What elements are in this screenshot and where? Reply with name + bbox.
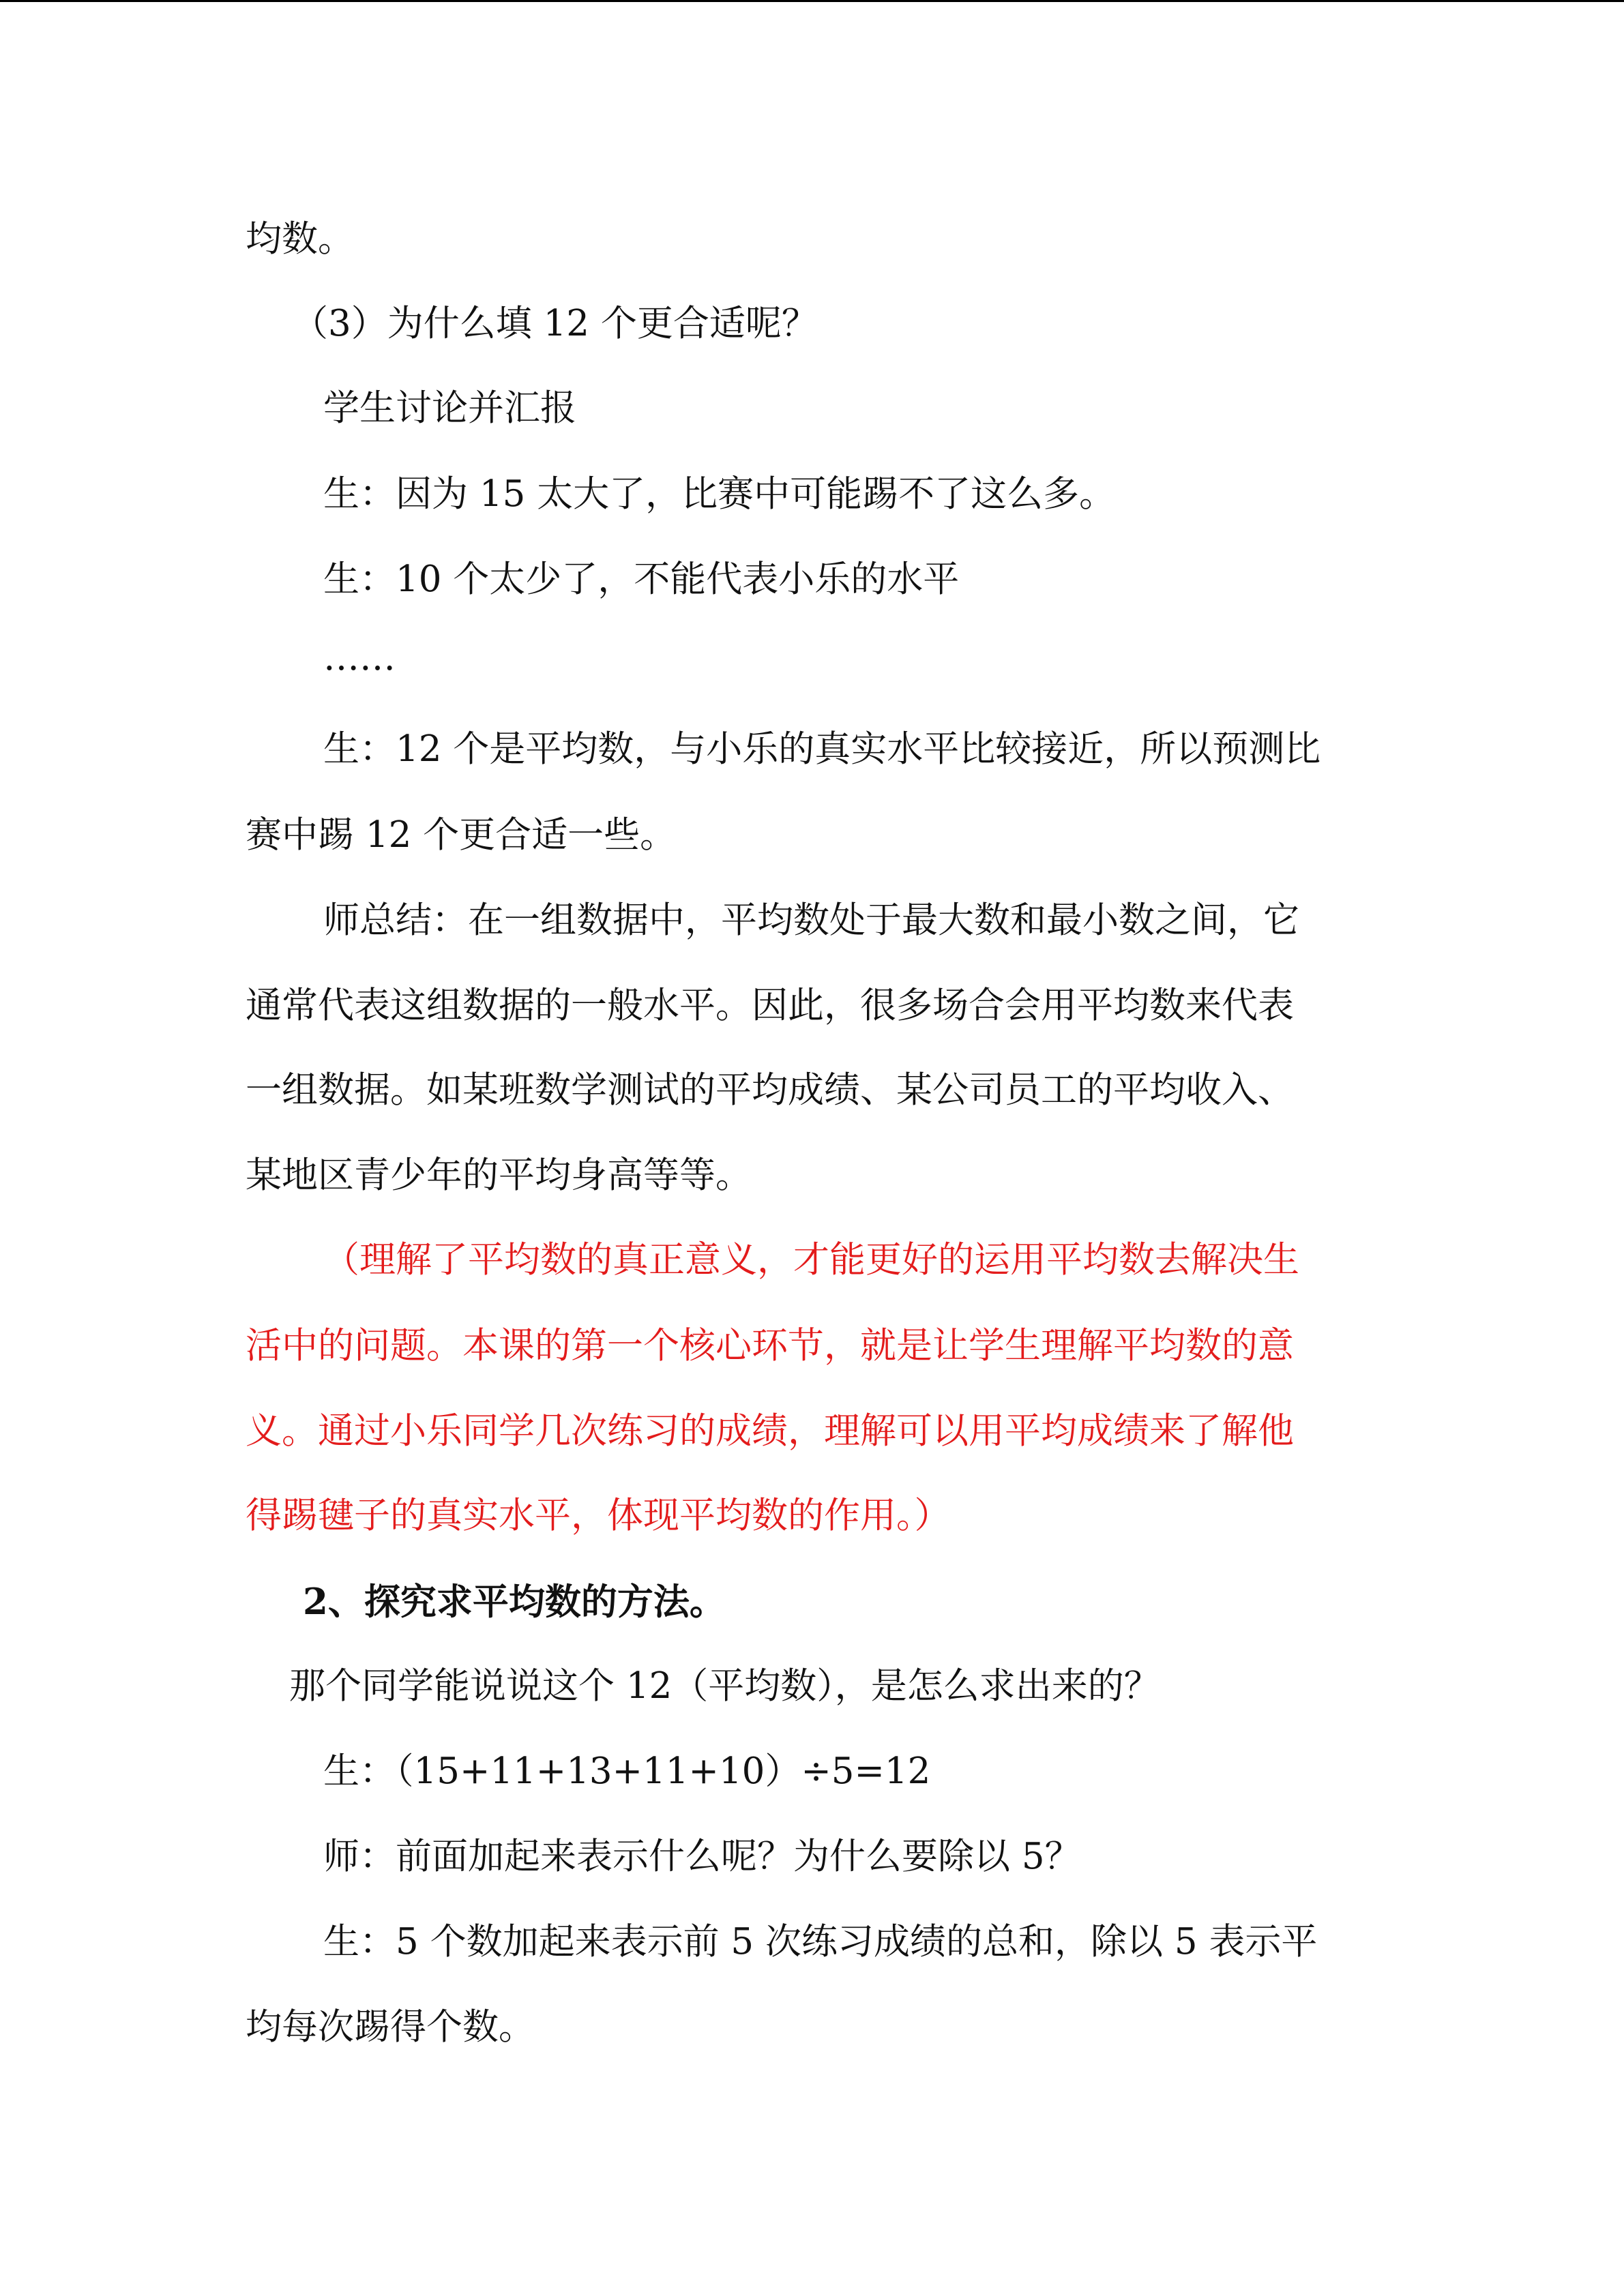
text-line: 生：12 个是平均数，与小乐的真实水平比较接近，所以预测比: [323, 728, 1321, 770]
text-line: 师：前面加起来表示什么呢？为什么要除以 5？: [323, 1836, 1081, 1877]
text-line: 师总结：在一组数据中，平均数处于最大数和最小数之间，它: [323, 899, 1299, 941]
text-line: 生：5 个数加起来表示前 5 次练习成绩的总和，除以 5 表示平: [323, 1921, 1318, 1963]
text-line: 赛中踢 12 个更合适一些。: [246, 814, 677, 856]
section-heading: 2、探究求平均数的方法。: [303, 1581, 726, 1623]
text-line: 生：10 个太少了，不能代表小乐的水平: [323, 558, 960, 600]
text-line: ……: [323, 637, 396, 679]
text-line: 一组数据。如某班数学测试的平均成绩、某公司员工的平均收入、: [246, 1069, 1294, 1111]
annotation-line: （理解了平均数的真正意义，才能更好的运用平均数去解决生: [323, 1239, 1299, 1281]
text-line: 均数。: [246, 218, 354, 260]
text-line: 生：（15+11+13+11+10）÷5=12: [323, 1750, 931, 1792]
annotation-line: 得踢毽子的真实水平，体现平均数的作用。）: [246, 1495, 951, 1536]
annotation-line: 活中的问题。本课的第一个核心环节，就是让学生理解平均数的意: [246, 1325, 1294, 1367]
annotation-line: 义。通过小乐同学几次练习的成绩，理解可以用平均成绩来了解他: [246, 1410, 1294, 1452]
text-line: 学生讨论并汇报: [323, 387, 576, 429]
text-line: 某地区青少年的平均身高等等。: [246, 1154, 752, 1196]
text-line: 通常代表这组数据的一般水平。因此，很多场合会用平均数来代表: [246, 985, 1294, 1026]
text-line: （3）为什么填 12 个更合适呢？: [292, 303, 818, 344]
top-border-rule: [0, 0, 1624, 2]
text-line: 生：因为 15 太大了，比赛中可能踢不了这么多。: [323, 473, 1116, 515]
text-line: 那个同学能说说这个 12（平均数），是怎么求出来的？: [289, 1665, 1160, 1707]
text-line: 均每次踢得个数。: [246, 2006, 535, 2048]
